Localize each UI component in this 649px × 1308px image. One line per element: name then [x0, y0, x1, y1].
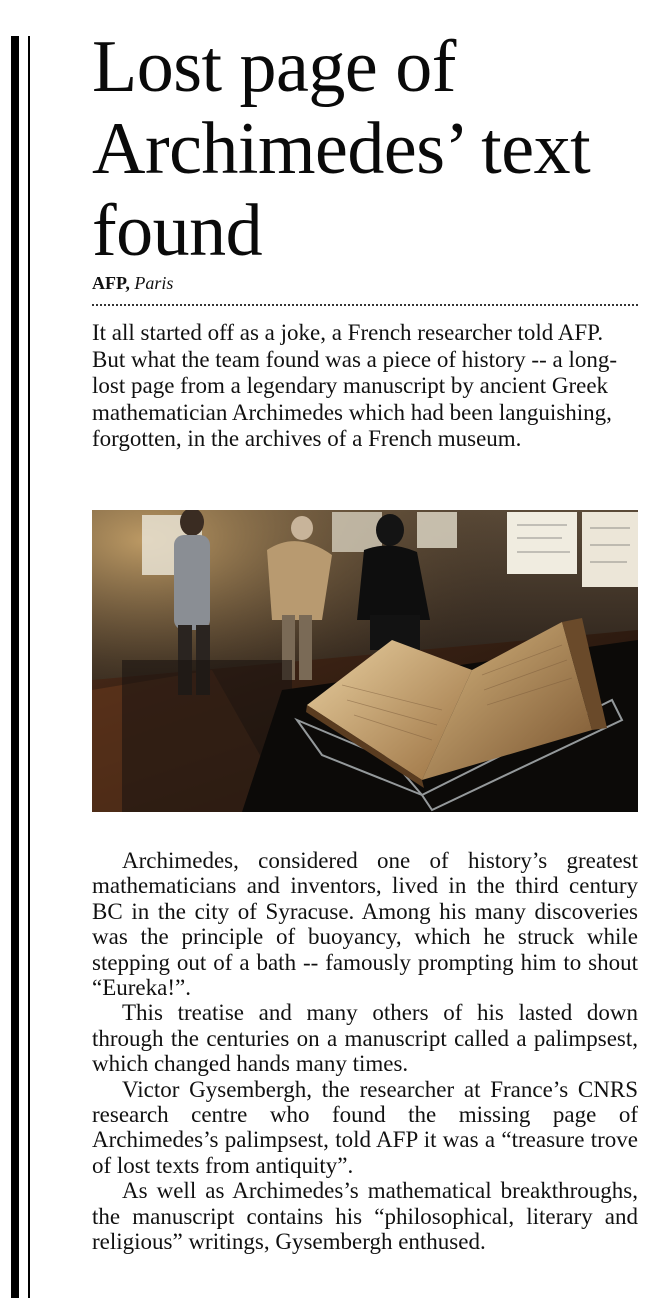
- article-photo: [92, 510, 638, 812]
- body-paragraph: Archimedes, considered one of history’s greatest mathematicians and inventors, lived in the third century BC in the city of Syracuse. Among his many discoveries was the principle of buoyancy, which he struck while stepping out of a bath -- famously prompting him to shout “Eureka!”.: [92, 848, 638, 1001]
- byline-agency: AFP,: [92, 273, 130, 293]
- body-paragraph: Victor Gysembergh, the researcher at France’s CNRS research centre who found the missing page of Archimedes’s palimpsest, told AFP it was a “treasure trove of lost texts from antiquity”.: [92, 1076, 638, 1178]
- byline-location: Paris: [134, 273, 174, 293]
- body-paragraph: As well as Archimedes’s mathematical breakthroughs, the manuscript contains his “philosophical, literary and religious” writings, Gysembergh enthused.: [92, 1178, 638, 1255]
- byline-divider: [92, 304, 638, 306]
- column-rule-thin: [28, 36, 30, 1298]
- museum-exhibit-photo: [92, 510, 638, 812]
- lede-paragraph: It all started off as a joke, a French researcher told AFP. But what the team found was a piece of history -- a long-lost page from a legendary manuscript by ancient Greek mathematician Archimedes which had been languishing, forgotten, in the archives of a French museum.: [92, 320, 618, 451]
- body-paragraph: This treatise and many others of his lasted down through the centuries on a manuscript called a palimpsest, which changed hands many times.: [92, 1000, 638, 1077]
- column-rule-thick: [11, 36, 19, 1298]
- article-body: [92, 848, 638, 1255]
- byline: [92, 272, 173, 294]
- headline: Lost page of Archimedes’ text found: [92, 26, 591, 272]
